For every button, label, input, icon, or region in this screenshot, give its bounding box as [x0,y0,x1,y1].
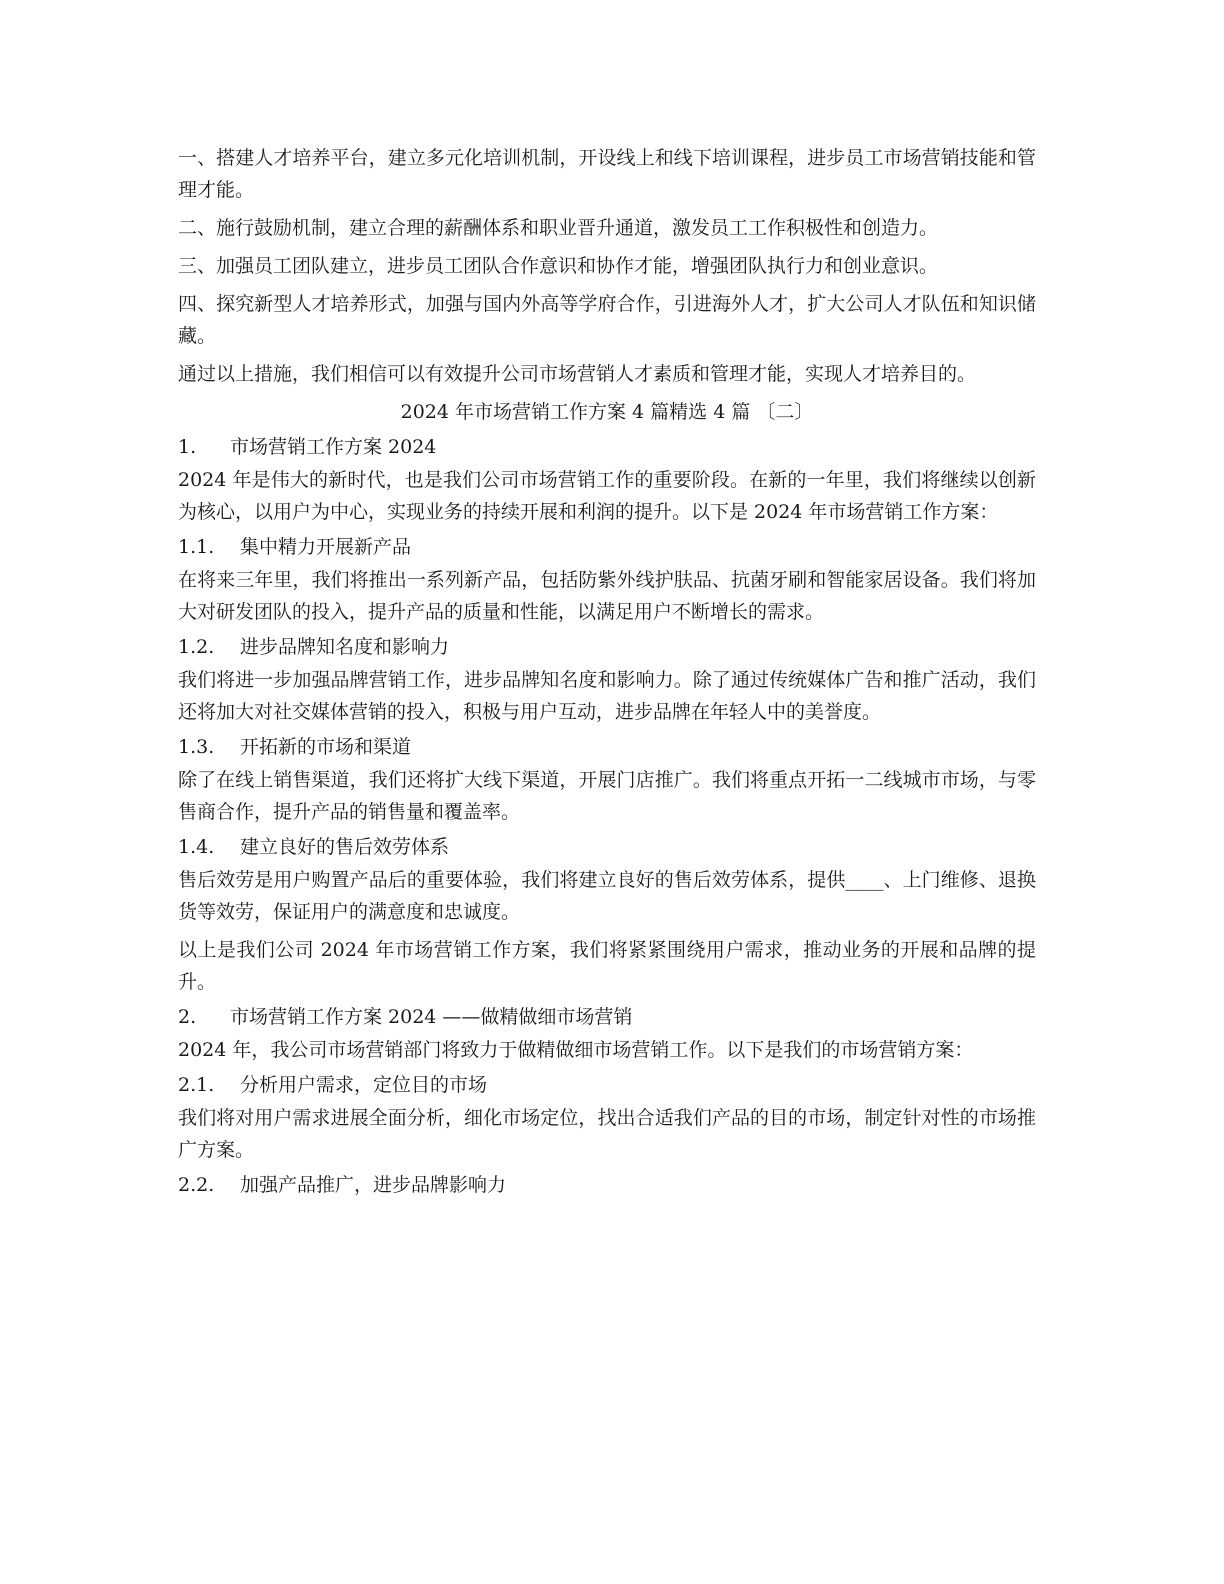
heading-1-3 [178,734,1036,760]
heading-2 [178,1004,1036,1030]
heading-text: 加强产品推广，进步品牌影响力 [240,1174,507,1196]
paragraph-2-1: 我们将对用户需求进展全面分析，细化市场定位，找出合适我们产品的目的市场，制定针对性的市场推广方案。 [178,1107,1036,1161]
paragraph-1: 2024 年是伟大的新时代，也是我们公司市场营销工作的重要阶段。在新的一年里，我们将继续以创新为核心，以用户为中心，实现业务的持续开展和利润的提升。以下是 2024 年市场营销工作方案： [178,469,1036,523]
heading-number: 2.1. [178,1074,215,1096]
paragraph-intro-5: 通过以上措施，我们相信可以有效提升公司市场营销人才素质和管理才能，实现人才培养目的。 [178,363,977,385]
paragraph-intro-2: 二、施行鼓励机制，建立合理的薪酬体系和职业晋升通道，激发员工工作积极性和创造力。 [178,217,939,239]
heading-text: 分析用户需求，定位目的市场 [240,1074,488,1096]
heading-text: 市场营销工作方案 2024 ——做精做细市场营销 [230,1006,633,1028]
heading-text: 开拓新的市场和渠道 [240,736,412,758]
paragraph-intro-3: 三、加强员工团队建立，进步员工团队合作意识和协作才能，增强团队执行力和创业意识。 [178,255,939,277]
document-page [178,142,1036,1202]
heading-number: 1.4. [178,836,215,858]
heading-text: 集中精力开展新产品 [240,536,412,558]
paragraph-1-end: 以上是我们公司 2024 年市场营销工作方案，我们将紧紧围绕用户需求，推动业务的开展和品牌的提升。 [178,939,1036,993]
heading-number: 1. [178,436,197,458]
heading-number: 1.3. [178,736,215,758]
paragraph-intro-1: 一、搭建人才培养平台，建立多元化培训机制，开设线上和线下培训课程，进步员工市场营销技能和管理才能。 [178,147,1036,201]
paragraph-1-3: 除了在线上销售渠道，我们还将扩大线下渠道，开展门店推广。我们将重点开拓一二线城市市场，与零售商合作，提升产品的销售量和覆盖率。 [178,769,1036,823]
heading-number: 2. [178,1006,197,1028]
heading-text: 进步品牌知名度和影响力 [240,636,450,658]
paragraph-1-2: 我们将进一步加强品牌营销工作，进步品牌知名度和影响力。除了通过传统媒体广告和推广活动，我们还将加大对社交媒体营销的投入，积极与用户互动，进步品牌在年轻人中的美誉度。 [178,669,1036,723]
heading-1-4 [178,834,1036,860]
heading-1-1 [178,534,1036,560]
paragraph-2: 2024 年，我公司市场营销部门将致力于做精做细市场营销工作。以下是我们的市场营销方案： [178,1039,974,1061]
paragraph-intro-4: 四、探究新型人才培养形式，加强与国内外高等学府合作，引进海外人才，扩大公司人才队伍和知识储藏。 [178,293,1036,347]
heading-number: 1.2. [178,636,215,658]
heading-1 [178,434,1036,460]
heading-2-1 [178,1072,1036,1098]
heading-number: 2.2. [178,1174,215,1196]
heading-text: 建立良好的售后效劳体系 [240,836,450,858]
paragraph-1-1: 在将来三年里，我们将推出一系列新产品，包括防紫外线护肤品、抗菌牙刷和智能家居设备。我们将加大对研发团队的投入，提升产品的质量和性能，以满足用户不断增长的需求。 [178,569,1036,623]
heading-2-2 [178,1172,1036,1198]
heading-number: 1.1. [178,536,215,558]
section-title: 2024 年市场营销工作方案 4 篇精选 4 篇 〔二〕 [400,401,814,423]
heading-text: 市场营销工作方案 2024 [230,436,437,458]
paragraph-1-4: 售后效劳是用户购置产品后的重要体验，我们将建立良好的售后效劳体系，提供____、上门维修、退换货等效劳，保证用户的满意度和忠诚度。 [178,869,1036,923]
heading-1-2 [178,634,1036,660]
